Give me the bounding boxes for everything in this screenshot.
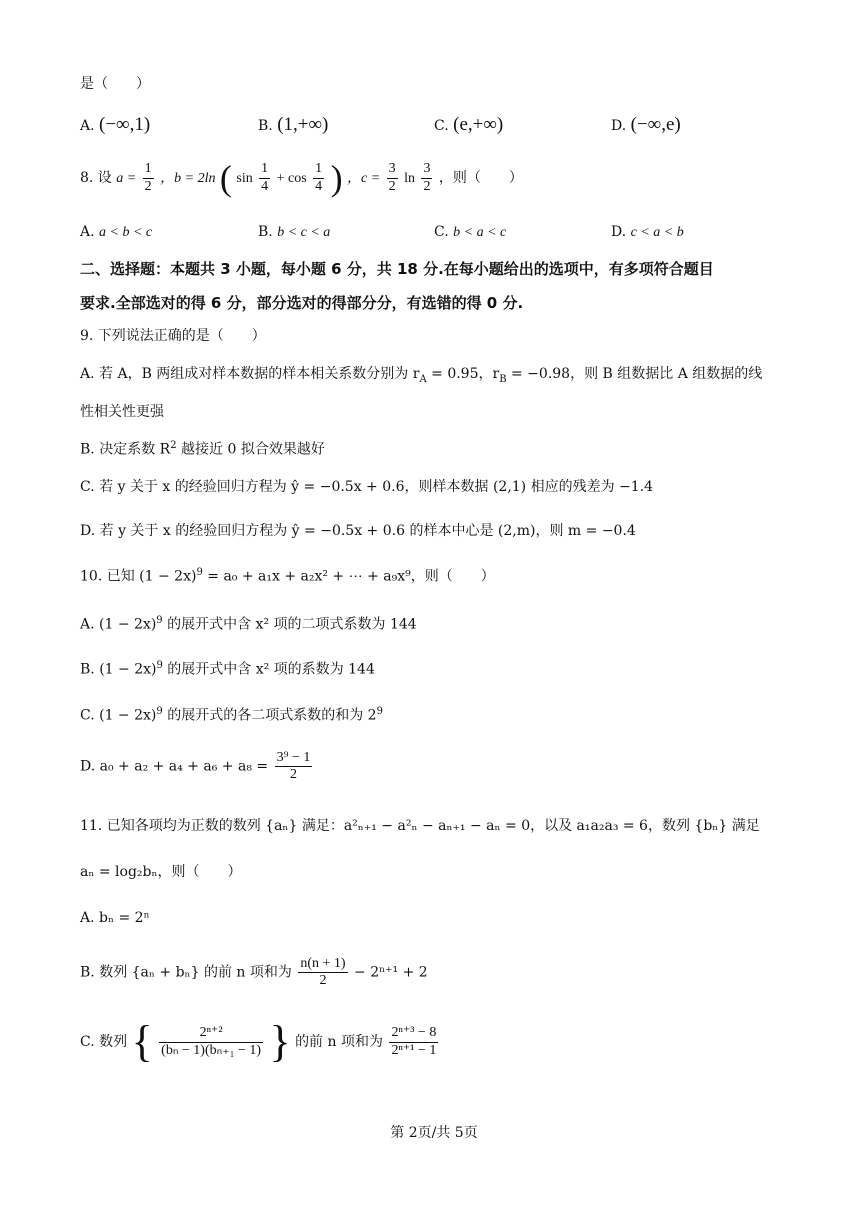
q8-sin-fraction	[259, 161, 270, 194]
q9-option-d: D. 若 y 关于 x 的经验回归方程为 ŷ = −0.5x + 0.6 的样本中心是 (2,m)，则 m = −0.4	[80, 523, 636, 539]
q7-option-d	[611, 114, 681, 136]
q10-option-b-post: 的展开式中含 x² 项的系数为 144	[162, 661, 375, 678]
q10-option-a-sup: 9	[156, 615, 163, 626]
q8-a-expr: a =	[116, 171, 137, 186]
q11-option-a: A. bₙ = 2ⁿ	[80, 910, 150, 926]
q9-option-a-text: A. 若 A，B 两组成对样本数据的样本相关系数分别为 r	[80, 366, 420, 382]
q8-ln-numerator: 3	[421, 161, 432, 178]
q10-stem-post: = a₀ + a₁x + a₂x² + ⋯ + a₉x⁹，则（ ）	[202, 568, 495, 585]
q8-option-a-text: a < b < c	[99, 225, 153, 240]
q8-number: 8. 设	[80, 170, 112, 186]
q11-option-c-fraction2	[389, 1025, 438, 1058]
q8-left-paren: (	[219, 158, 232, 198]
q10-option-d-pre: D. a₀ + a₂ + a₄ + a₆ + a₈ =	[80, 758, 269, 775]
q8-option-d-label: D.	[611, 224, 627, 240]
q10-stem	[80, 567, 495, 585]
q8-option-a-label: A.	[80, 224, 95, 240]
q10-option-a-pre: A. (1 − 2x)	[80, 616, 157, 633]
q10-option-d	[80, 750, 314, 783]
q11-option-b-pre: B. 数列 {aₙ + bₙ} 的前 n 项和为	[80, 964, 292, 981]
q8-sin-numerator: 1	[259, 161, 270, 178]
q7-option-a-label: A.	[80, 118, 95, 134]
q7-option-c	[434, 114, 503, 136]
q9-option-a-line2: 性相关性更强	[80, 404, 164, 420]
q11-option-c-mid: 的前 n 项和为	[295, 1034, 383, 1050]
q8-option-a	[80, 224, 152, 241]
q11-option-c-denominator2: 2ⁿ⁺¹ − 1	[391, 1042, 437, 1058]
q8-ln-denominator: 2	[423, 178, 431, 194]
q8-cos-fraction	[313, 161, 324, 194]
q11-option-c-denominator: (bₙ − 1)(bₙ₊₁ − 1)	[161, 1042, 262, 1058]
q11-option-b	[80, 956, 428, 989]
q9-option-a-sub-b: B	[499, 373, 507, 385]
q8-b-expr: ，b = 2ln	[160, 171, 216, 186]
q7-option-b	[258, 114, 328, 136]
q8-option-c-label: C.	[434, 224, 449, 240]
q8-option-b	[258, 224, 330, 241]
q11-option-b-post: − 2ⁿ⁺¹ + 2	[354, 964, 428, 981]
q10-option-d-fraction	[275, 750, 313, 783]
q8-cos-denominator: 4	[315, 178, 323, 194]
q11-option-b-denominator: 2	[319, 973, 327, 989]
section2-line1: 二、选择题：本题共 3 小题，每小题 6 分，共 18 分.在每小题给出的选项中，有多项符合题目	[80, 260, 714, 278]
q7-option-b-label: B.	[258, 118, 273, 134]
q8-option-d-text: c < a < b	[630, 225, 684, 240]
q10-stem-sup: 9	[196, 567, 203, 578]
q11-option-b-numerator: n(n + 1)	[298, 956, 347, 973]
q8-c-expr: ，c =	[347, 171, 381, 186]
q8-option-c	[434, 224, 506, 241]
q8-c-fraction	[387, 161, 398, 194]
q9-option-a-mid: = 0.95，r	[426, 366, 500, 382]
q8-stem	[80, 160, 523, 196]
q10-option-b-sup: 9	[156, 660, 163, 671]
section2-line2: 要求.全部选对的得 6 分，部分选对的得部分分，有选错的得 0 分.	[80, 294, 524, 312]
q10-option-c-sup2: 9	[376, 706, 383, 717]
q8-cos-numerator: 1	[313, 161, 324, 178]
q10-option-c-pre: C. (1 − 2x)	[80, 707, 157, 724]
q9-option-a-line1	[80, 366, 762, 386]
q11-stem-line2: aₙ = log₂bₙ，则（ ）	[80, 864, 242, 880]
q9-option-a-end: = −0.98，则 B 组数据比 A 组数据的线	[506, 366, 763, 382]
q10-option-d-numerator: 3⁹ − 1	[275, 750, 313, 767]
q8-cos: + cos	[276, 171, 307, 186]
q8-right-paren: )	[330, 158, 343, 198]
q9-option-b	[80, 440, 325, 458]
q8-sin: sin	[236, 171, 253, 186]
page-footer: 第 2页/共 5页	[390, 1125, 478, 1141]
q7-option-a	[80, 114, 150, 136]
q10-option-d-denominator: 2	[289, 767, 297, 783]
q8-option-b-label: B.	[258, 224, 273, 240]
q10-option-b	[80, 660, 375, 678]
q7-option-c-text: (e,+∞)	[453, 114, 504, 135]
q8-a-denominator: 2	[144, 178, 152, 194]
q8-option-d	[611, 224, 684, 241]
q11-option-c	[80, 1017, 440, 1066]
q9-option-b-post: 越接近 0 拟合效果越好	[176, 441, 325, 458]
q7-option-c-label: C.	[434, 118, 449, 134]
q9-option-c: C. 若 y 关于 x 的经验回归方程为 ŷ = −0.5x + 0.6，则样本数据 (2,1) 相应的残差为 −1.4	[80, 479, 654, 495]
q11-option-c-numerator: 2ⁿ⁺²	[159, 1025, 263, 1042]
q8-c-numerator: 3	[387, 161, 398, 178]
q11-option-c-left-brace: {	[131, 1017, 153, 1066]
q7-option-d-label: D.	[611, 118, 627, 134]
q10-option-b-pre: B. (1 − 2x)	[80, 661, 157, 678]
q8-tail: ，则（ ）	[438, 170, 523, 186]
q11-option-c-numerator2: 2ⁿ⁺³ − 8	[389, 1025, 438, 1042]
q9-stem: 9. 下列说法正确的是（ ）	[80, 328, 266, 344]
q8-ln: ln	[404, 171, 416, 186]
q10-option-c-post: 的展开式的各二项式系数的和为 2	[162, 707, 377, 724]
q9-option-b-sup: 2	[170, 440, 177, 451]
q8-option-c-text: b < a < c	[453, 225, 507, 240]
q8-ln-fraction	[421, 161, 432, 194]
q8-a-fraction	[143, 161, 154, 194]
q7-option-a-text: (−∞,1)	[99, 114, 151, 135]
q10-option-a-post: 的展开式中含 x² 项的二项式系数为 144	[162, 616, 417, 633]
q8-a-numerator: 1	[143, 161, 154, 178]
q9-option-a-sub-a: A	[419, 373, 427, 385]
q7-option-b-text: (1,+∞)	[277, 114, 329, 135]
q9-option-b-pre: B. 决定系数 R	[80, 441, 171, 458]
q11-stem-line1: 11. 已知各项均为正数的数列 {aₙ} 满足：a²ₙ₊₁ − a²ₙ − aₙ₊₁ − aₙ = 0，以及 a₁a₂a₃ = 6，数列 {bₙ} 满足	[80, 818, 760, 834]
q11-option-b-fraction	[298, 956, 347, 989]
q8-c-denominator: 2	[388, 178, 396, 194]
q10-stem-pre: 10. 已知 (1 − 2x)	[80, 568, 197, 585]
q7-option-d-text: (−∞,e)	[630, 114, 681, 135]
q7-tail: 是（ ）	[80, 76, 150, 92]
q10-option-c	[80, 706, 383, 724]
q10-option-a	[80, 615, 417, 633]
q8-option-b-text: b < c < a	[277, 225, 331, 240]
q11-option-c-fraction	[159, 1025, 263, 1058]
q11-option-c-pre: C. 数列	[80, 1034, 128, 1050]
q11-option-c-right-brace: }	[269, 1017, 291, 1066]
q8-sin-denominator: 4	[261, 178, 269, 194]
q10-option-c-sup: 9	[156, 706, 163, 717]
